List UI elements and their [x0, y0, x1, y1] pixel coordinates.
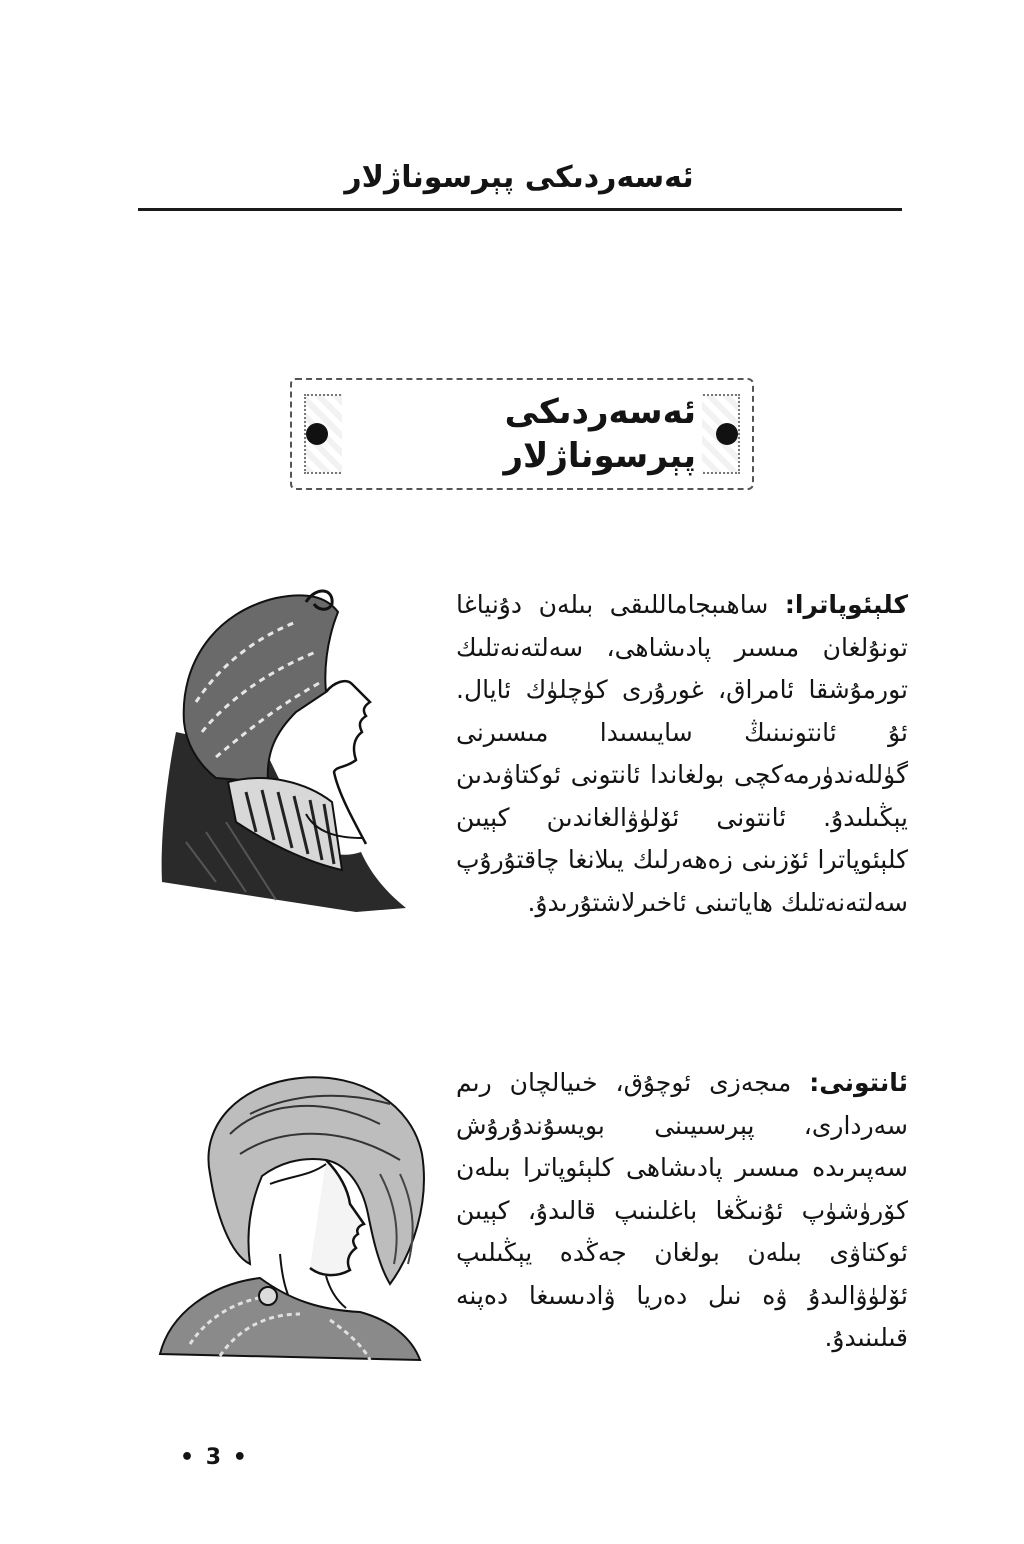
header-rule — [138, 208, 902, 211]
antony-portrait-icon — [150, 1064, 436, 1364]
bullet-dot-icon — [716, 423, 738, 445]
bullet-dot-icon — [306, 423, 328, 445]
section-title-frame — [290, 378, 754, 490]
page-number: • 3 • — [180, 1445, 249, 1470]
cleopatra-portrait-icon — [156, 582, 418, 918]
character-description: مىجەزى ئوچۇق، خىيالچان رىم سەردارى، پېرسىيىنى بويسۇندۇرۇش سەپىرىدە مىسىر پادىشاھى كلېئوپاترا بىلەن كۆرۈشۈپ ئۇنىڭغا باغلىنىپ قالىدۇ، كېيىن ئوكتاۋى بىلەن بولغان جەڭدە يېڭىلىپ ئۆلۈۋالىدۇ ۋە نىل دەريا ۋادىسىغا دەپنە قىلىنىدۇ. — [456, 1068, 908, 1352]
section-title: ئەسەردىكى پېرسوناژلار — [342, 390, 702, 478]
character-entry-antony — [456, 1062, 908, 1360]
running-head: ئەسەردىكى پېرسوناژلار — [344, 160, 694, 195]
character-name: ئانتونى: — [809, 1068, 908, 1097]
character-name: كلېئوپاترا: — [784, 590, 908, 619]
section-title-box — [304, 394, 740, 474]
character-description: ساھىبجاماللىقى بىلەن دۇنياغا تونۇلغان مىسىر پادىشاھى، سەلتەنەتلىك تورمۇشقا ئامراق، غورۇرى كۈچلۈك ئايال. ئۇ ئانتونىنىڭ سايىسىدا مىسىرنى گۈللەندۈرمەكچى بولغاندا ئانتونى ئوكتاۋىدىن يېڭىلىدۇ. ئانتونى ئۆلۈۋالغاندىن كېيىن كلېئوپاترا ئۆزىنى زەھەرلىك يىلانغا چاقتۇرۇپ سەلتەنەتلىك ھاياتىنى ئاخىرلاشتۇرىدۇ. — [456, 590, 908, 917]
character-entry-cleopatra — [456, 584, 908, 924]
